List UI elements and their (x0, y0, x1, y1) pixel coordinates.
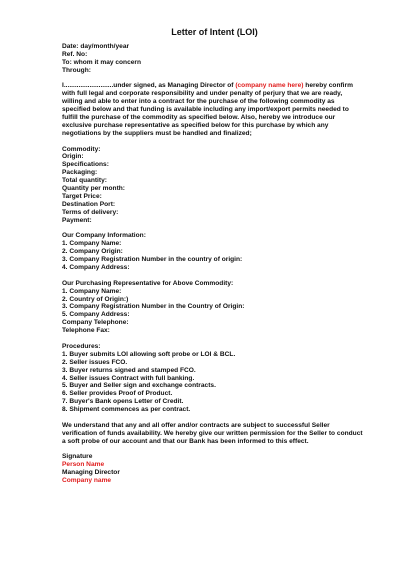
field-specifications: Specifications: (62, 161, 109, 169)
field-commodity: Commodity: (62, 145, 101, 153)
field-quantity-per-month: Quantity per month: (62, 185, 126, 193)
to-line: To: whom it may concern (62, 58, 142, 66)
spacer (62, 225, 363, 233)
representative-item: 1. Company Name: (62, 287, 122, 295)
representative-item: Telephone Fax: (62, 327, 110, 335)
commodity-fields (62, 146, 363, 225)
procedure-step: 7. Buyer's Bank opens Letter of Credit. (62, 398, 184, 406)
spacer (62, 446, 363, 454)
signature-block (62, 453, 363, 485)
field-terms-of-delivery: Terms of delivery: (62, 208, 119, 216)
procedure-step: 4. Seller issues Contract with full banking. (62, 374, 195, 382)
field-origin: Origin: (62, 153, 84, 161)
intro-text-part1: under signed, as Managing Director of (113, 82, 236, 90)
company-info-heading: Our Company Information: (62, 232, 146, 240)
intro-paragraph (62, 82, 363, 137)
procedures-heading: Procedures: (62, 342, 101, 350)
procedure-step: 6. Seller provides Proof of Product. (62, 390, 173, 398)
spacer (62, 138, 363, 146)
representative-item: Company Telephone: (62, 319, 129, 327)
spacer (62, 272, 363, 280)
procedure-step: 5. Buyer and Seller sign and exchange contracts. (62, 382, 216, 390)
date-line: Date: day/month/year (62, 43, 130, 50)
company-info-item: 4. Company Address: (62, 264, 130, 272)
representative-item: 3. Company Registration Number in the Country of Origin: (62, 303, 245, 311)
field-payment: Payment: (62, 216, 92, 224)
company-name-signature-placeholder: Company name (62, 477, 112, 485)
procedure-step: 1. Buyer submits LOI allowing soft probe or LOI & BCL. (62, 350, 236, 358)
person-name-placeholder: Person Name (62, 461, 105, 469)
signatory-dots: I........................... (62, 82, 114, 90)
representative-item: 2. Country of Origin:) (62, 295, 129, 303)
company-info-item: 1. Company Name: (62, 240, 122, 248)
field-packaging: Packaging: (62, 169, 98, 177)
representative-heading: Our Purchasing Representative for Above Commodity: (62, 279, 234, 287)
ref-line: Ref. No: (62, 50, 88, 58)
through-line: Through: (62, 66, 91, 74)
spacer (62, 335, 363, 343)
procedures-section (62, 343, 363, 414)
procedure-step: 3. Buyer returns signed and stamped FCO. (62, 366, 196, 374)
spacer (62, 75, 363, 83)
intro-text-part2: hereby confirm with full legal and corporate responsibility and under penalty of perjury that we are ready, willing and able to enter into a contract for the purchase of the following commodity as specified below and that funding is available including any import/export permits needed to fulfill the purchase of the commodity as specified below. Also, hereby we introduce our exclusive purchase representative as specified below for this purchase by which any negotiations by the suppliers must be handled and finalized; (62, 82, 353, 137)
representative-section (62, 280, 363, 335)
company-info-section (62, 232, 363, 272)
signatory-role: Managing Director (62, 469, 120, 477)
company-name-placeholder: (company name here) (235, 82, 304, 90)
field-total-quantity: Total quantity: (62, 177, 107, 185)
spacer (62, 414, 363, 422)
field-destination-port: Destination Port: (62, 200, 116, 208)
company-info-item: 2. Company Origin: (62, 248, 123, 256)
procedure-step: 2. Seller issues FCO. (62, 358, 128, 366)
document-title: Letter of Intent (LOI) (171, 27, 258, 37)
procedure-step: 8. Shipment commences as per contract. (62, 406, 191, 414)
field-target-price: Target Price: (62, 193, 102, 200)
signature-label: Signature (62, 453, 93, 461)
representative-item: 5. Company Address: (62, 311, 130, 319)
closing-paragraph: We understand that any and all offer and/or contracts are subject to successful Seller verification of funds availability. We hereby give our written permission for the Seller to conduct a soft probe of our account and that our Bank has been informed to this effect. (62, 421, 363, 445)
header-block (62, 43, 363, 75)
company-info-item: 3. Company Registration Number in the country of origin: (62, 256, 243, 264)
